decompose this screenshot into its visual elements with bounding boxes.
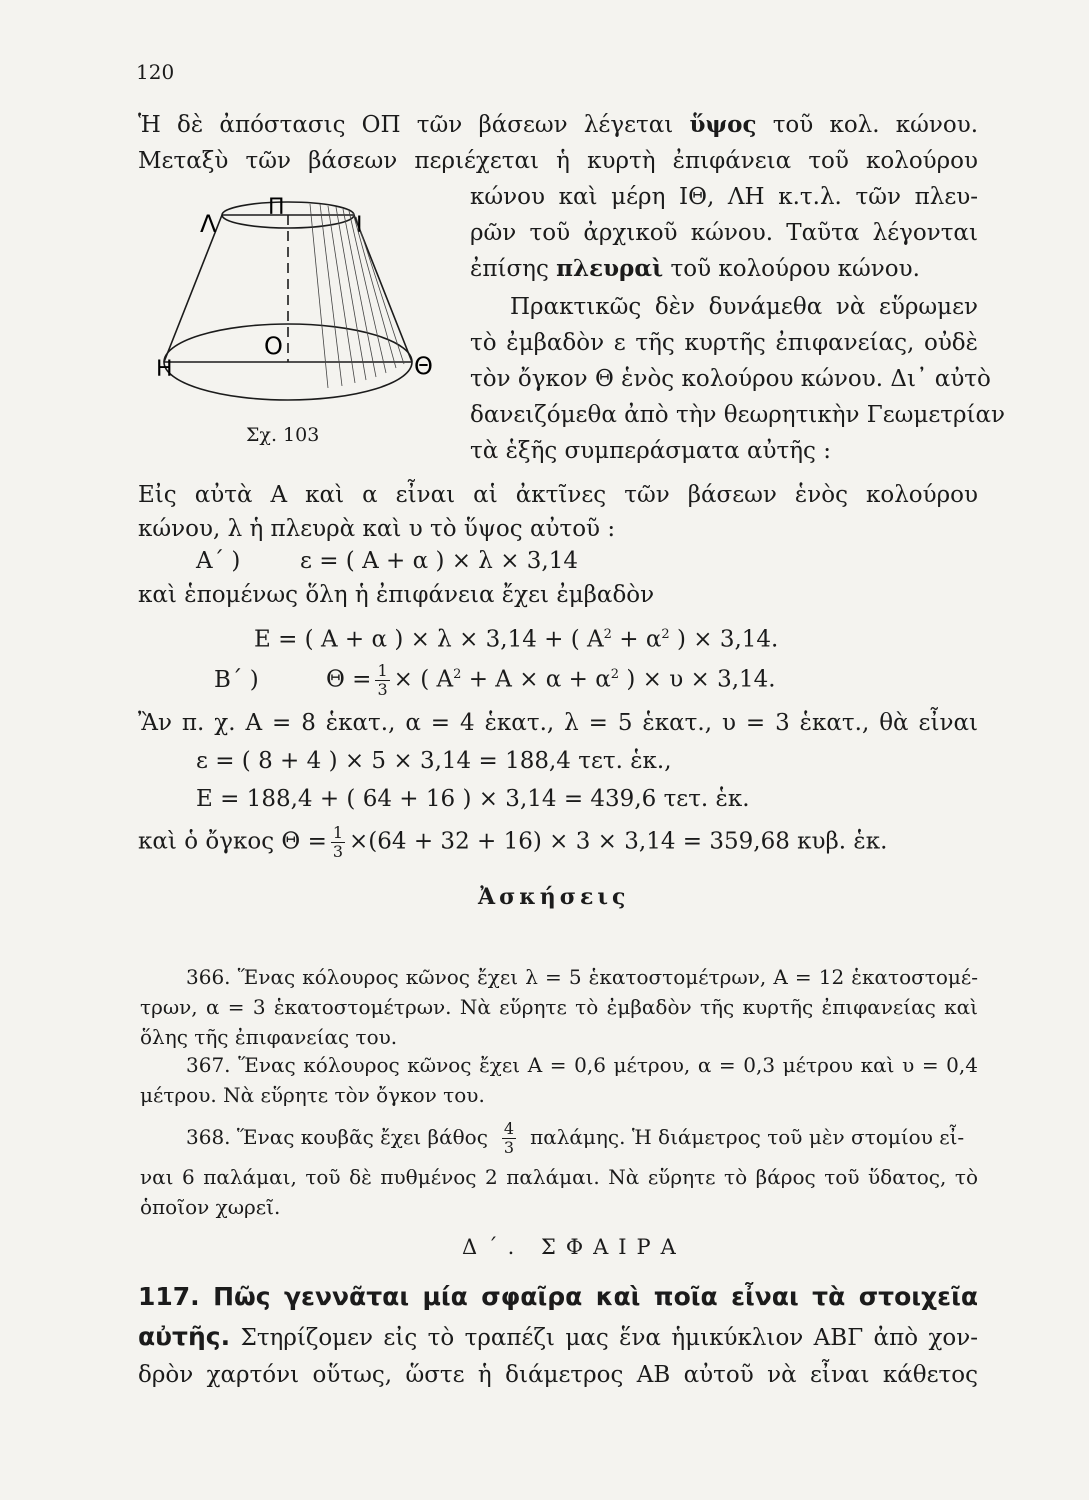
paragraph-line: Ἡ δὲ ἀπόστασις ΟΠ τῶν βάσεων λέγεται ὕψος τοῦ κολ. κώνου. xyxy=(138,111,979,138)
figure-label-theta: Θ xyxy=(414,352,433,380)
figure-caption: Σχ. 103 xyxy=(246,424,320,446)
figure-label-lambda: Λ xyxy=(200,210,217,238)
figure-label-pi: Π xyxy=(268,195,285,220)
fraction: $\frac{4}{3}$ xyxy=(503,1119,515,1157)
formula-volume: Θ = $\frac{1}{3}$ × ( $A^2 + A \times \alpha + \alpha^2$ ) × υ × 3,14. xyxy=(326,661,776,700)
example-line: ε = ( 8 + 4 ) × 5 × 3,14 = 188,4 τετ. ἑκ., xyxy=(196,748,672,774)
exercise-line: 367. Ἕνας κόλουρος κῶνος ἔχει Α = 0,6 μέτρου, α = 0,3 μέτρου καὶ υ = 0,4 xyxy=(186,1053,978,1077)
paragraph-line: δρὸν χαρτόνι οὕτως, ὥστε ἡ διάμετρος ΑΒ αὐτοῦ νὰ εἶναι κάθετος xyxy=(138,1362,978,1388)
paragraph-line: ρῶν τοῦ ἀρχικοῦ κώνου. Ταῦτα λέγονται xyxy=(470,220,978,246)
paragraph-line: δανειζόμεθα ἀπὸ τὴν θεωρητικὴν Γεωμετρίαν xyxy=(470,402,1006,428)
exercises-title: Ἀσκήσεις xyxy=(478,884,630,910)
figure-label-omicron: Ο xyxy=(264,332,283,360)
paragraph-line: αὐτῆς. Στηρίζομεν εἰς τὸ τραπέζι μας ἕνα ἡμικύκλιον ΑΒΓ ἀπὸ χον- xyxy=(138,1322,978,1351)
fraction: $\frac{1}{3}$ xyxy=(377,661,388,700)
paragraph-line: Εἰς αὐτὰ Α καὶ α εἶναι αἱ ἀκτῖνες τῶν βάσεων ἑνὸς κολούρου xyxy=(138,482,978,508)
truncated-cone-figure xyxy=(156,190,460,420)
page-number: 120 xyxy=(136,60,175,84)
section-heading: 117. Πῶς γεννᾶται μία σφαῖρα καὶ ποῖα εἶναι τὰ στοιχεῖα xyxy=(138,1282,978,1311)
paragraph-line: κώνου καὶ μέρη ΙΘ, ΛΗ κ.τ.λ. τῶν πλευ- xyxy=(470,184,978,210)
example-line: Ἂν π. χ. Α = 8 ἑκατ., α = 4 ἑκατ., λ = 5 ἑκατ., υ = 3 ἑκατ., θὰ εἶναι xyxy=(138,710,978,736)
formula-total-area: Ε = ( Α + α ) × λ × 3,14 + ( $A^2 + \alpha^2$ ) × 3,14. xyxy=(254,626,779,653)
paragraph-line: ἐπίσης πλευραὶ τοῦ κολούρου κώνου. xyxy=(470,255,920,282)
formula-label: Β΄ ) xyxy=(214,667,259,693)
exercise-line: 366. Ἕνας κόλουρος κῶνος ἔχει λ = 5 ἑκατοστομέτρων, Α = 12 ἑκατοστομέ- xyxy=(186,965,978,989)
fraction: $\frac{1}{3}$ xyxy=(332,823,344,861)
paragraph-line: τὸν ὄγκον Θ ἑνὸς κολούρου κώνου. Δι᾽ αὐτὸ xyxy=(470,366,991,392)
figure-label-iota: Ι xyxy=(356,213,363,238)
formula-label: Α΄ ) xyxy=(196,548,241,574)
exercise-line: ὅλης τῆς ἐπιφανείας του. xyxy=(140,1025,398,1049)
paragraph-line: καὶ ἑπομένως ὅλη ἡ ἐπιφάνεια ἔχει ἐμβαδὸν xyxy=(138,582,655,608)
paragraph-line: Μεταξὺ τῶν βάσεων περιέχεται ἡ κυρτὴ ἐπιφάνεια τοῦ κολούρου xyxy=(138,148,978,174)
exercise-line: τρων, α = 3 ἑκατοστομέτρων. Νὰ εὕρητε τὸ ἐμβαδὸν τῆς κυρτῆς ἐπιφανείας καὶ xyxy=(140,995,978,1019)
paragraph-line: τὸ ἐμβαδὸν ε τῆς κυρτῆς ἐπιφανείας, οὐδὲ xyxy=(470,330,978,356)
exercise-line: 368. Ἕνας κουβᾶς ἔχει βάθος $\frac{4}{3}$ παλάμης. Ἡ διάμετρος τοῦ μὲν στομίου εἶ- xyxy=(186,1119,965,1157)
paragraph-line: κώνου, λ ἡ πλευρὰ καὶ υ τὸ ὕψος αὐτοῦ : xyxy=(138,516,616,542)
formula-lateral-area: ε = ( Α + α ) × λ × 3,14 xyxy=(300,548,578,574)
paragraph-line: τὰ ἑξῆς συμπεράσματα αὐτῆς : xyxy=(470,438,831,464)
exercise-line: ὁποῖον χωρεῖ. xyxy=(140,1195,281,1219)
figure-label-eta: Η xyxy=(156,357,173,382)
exercise-line: ναι 6 παλάμαι, τοῦ δὲ πυθμένος 2 παλάμαι. Νὰ εὕρητε τὸ βάρος τοῦ ὕδατος, τὸ xyxy=(140,1165,978,1189)
section-title: Δ΄. ΣΦΑΙΡΑ xyxy=(462,1235,686,1259)
example-line: Ε = 188,4 + ( 64 + 16 ) × 3,14 = 439,6 τετ. ἑκ. xyxy=(196,786,750,812)
example-line: καὶ ὁ ὄγκος Θ = $\frac{1}{3}$ ×(64 + 32 + 16) × 3 × 3,14 = 359,68 κυβ. ἑκ. xyxy=(138,823,888,861)
paragraph-line: Πρακτικῶς δὲν δυνάμεθα νὰ εὕρωμεν xyxy=(510,294,978,320)
exercise-line: μέτρου. Νὰ εὕρητε τὸν ὄγκον του. xyxy=(140,1083,485,1107)
